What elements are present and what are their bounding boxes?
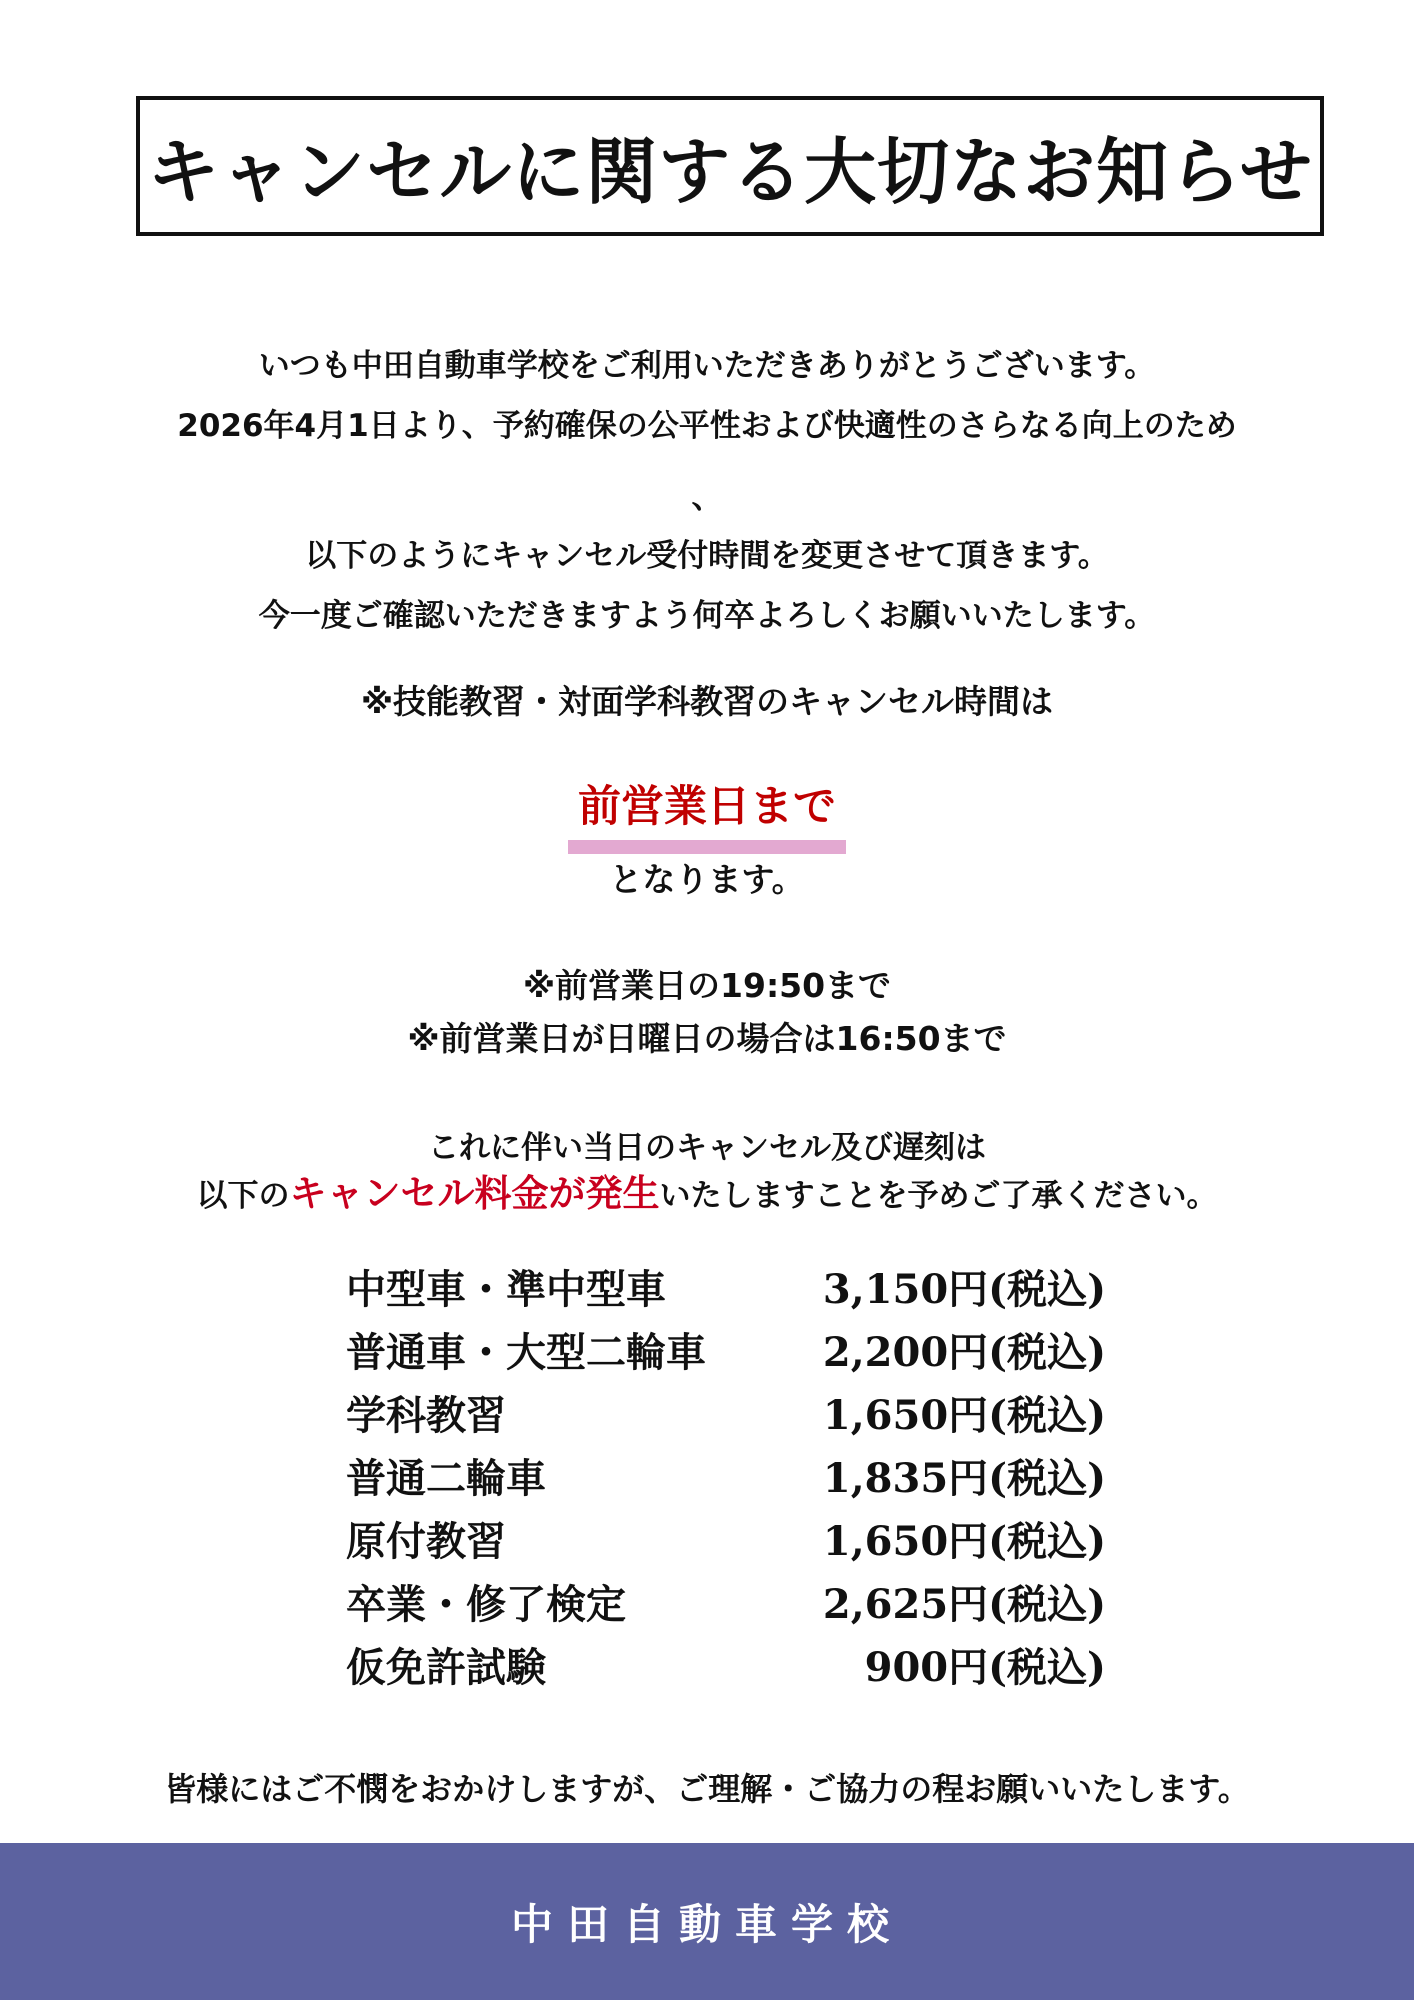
title-box <box>136 96 1324 236</box>
fee-amount: 2,625円(税込) <box>822 1581 1106 1628</box>
footer-school-name: 中田自動車学校 <box>510 1899 903 1949</box>
fee-intro-prefix: 以下の <box>196 1178 290 1214</box>
fee-amount: 2,200円(税込) <box>822 1329 1106 1376</box>
deadline-note-1: ※前営業日の19:50まで <box>522 966 892 1005</box>
intro-line-5: 今一度ご確認いただきますよう何卒よろしくお願いいたします。 <box>258 598 1156 634</box>
deadline-highlight: 前営業日まで <box>568 782 846 854</box>
fee-amount: 1,650円(税込) <box>822 1392 1106 1439</box>
cancellation-fee-table <box>346 1255 1106 1696</box>
fee-row <box>346 1444 1106 1507</box>
fee-intro-line-1: これに伴い当日のキャンセル及び遅刻は <box>428 1130 986 1166</box>
fee-amount: 900円(税込) <box>864 1644 1106 1691</box>
cancel-time-heading: ※技能教習・対面学科教習のキャンセル時間は <box>360 682 1054 721</box>
intro-line-2: 2026年4月1日より、予約確保の公平性および快適性のさらなる向上のため <box>177 408 1237 444</box>
fee-amount: 1,835円(税込) <box>822 1455 1106 1502</box>
fee-row <box>346 1507 1106 1570</box>
fee-row <box>346 1255 1106 1318</box>
page-title: キャンセルに関する大切なお知らせ <box>147 129 1313 214</box>
fee-label: 普通車・大型二輪車 <box>346 1329 706 1376</box>
deadline-highlight-wrap <box>0 782 1414 854</box>
fee-amount: 1,650円(税込) <box>822 1518 1106 1565</box>
fee-row <box>346 1570 1106 1633</box>
intro-line-3: 、 <box>691 480 723 516</box>
intro-line-4: 以下のようにキャンセル受付時間を変更させて頂きます。 <box>305 538 1109 574</box>
footer-banner <box>0 1843 1414 2000</box>
deadline-after-text: となります。 <box>609 860 805 899</box>
fee-row <box>346 1633 1106 1696</box>
intro-line-1: いつも中田自動車学校をご利用いただきありがとうございます。 <box>258 348 1156 384</box>
deadline-note-2: ※前営業日が日曜日の場合は16:50まで <box>407 1019 1007 1058</box>
fee-row <box>346 1318 1106 1381</box>
fee-row <box>346 1381 1106 1444</box>
fee-intro-line-2 <box>0 1163 1414 1217</box>
fee-intro-suffix: いたしますことを予めご了承ください。 <box>659 1178 1218 1214</box>
fee-label: 原付教習 <box>346 1518 506 1565</box>
closing-message: 皆様にはご不憫をおかけしますが、ご理解・ご協力の程お願いいたします。 <box>164 1770 1250 1808</box>
fee-intro-highlight: キャンセル料金が発生 <box>289 1172 660 1215</box>
fee-amount: 3,150円(税込) <box>822 1266 1106 1313</box>
fee-label: 学科教習 <box>346 1392 506 1439</box>
fee-label: 普通二輪車 <box>346 1455 546 1502</box>
fee-label: 卒業・修了検定 <box>346 1581 626 1628</box>
fee-label: 中型車・準中型車 <box>346 1266 666 1313</box>
fee-label: 仮免許試験 <box>346 1644 546 1691</box>
